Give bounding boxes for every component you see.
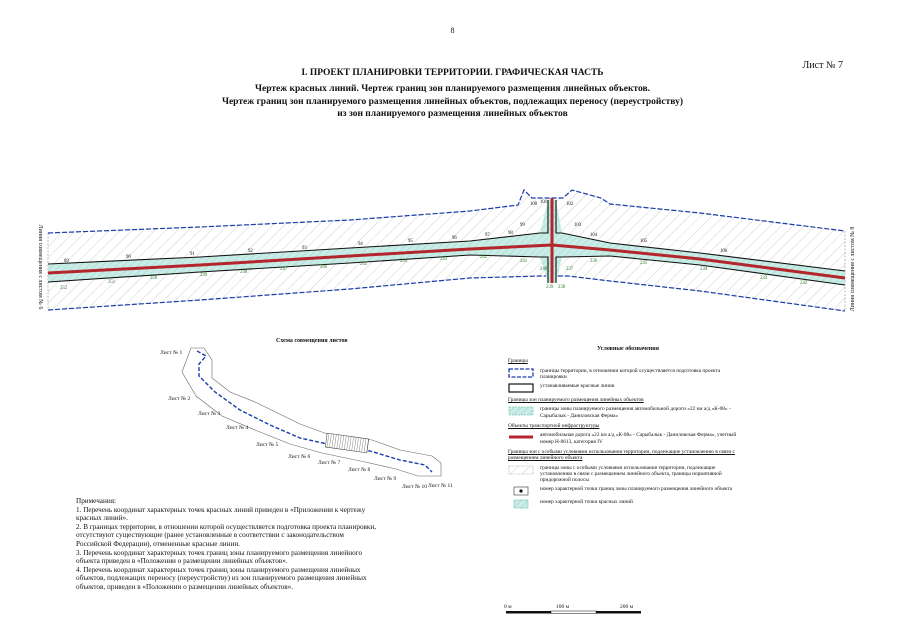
point-label: 235 [640, 261, 648, 266]
scheme-sheet-label: Лист № 2 [168, 396, 191, 402]
legend-title: Условные обозначения [597, 346, 659, 352]
note-item: 1. Перечень координат характерных точек красных линий приведен в «Приложении к чертежу красных линий». [76, 505, 366, 523]
point-label: 237 [566, 267, 574, 272]
scheme-sheet-label: Лист № 5 [256, 442, 279, 448]
point-label: 243 [440, 257, 448, 262]
point-label: 246 [320, 265, 328, 270]
right-edge-label: Линия совмещения с листом № 8 [850, 226, 856, 312]
zone-point-symbol-icon [508, 486, 534, 496]
point-label: 240 [540, 267, 548, 272]
legend [508, 346, 748, 512]
scheme-route [197, 351, 432, 472]
scheme-sheet-label: Лист № 9 [374, 476, 397, 482]
legend-item: границы зоны планируемого размещения автомобильной дороги «22 км а/д «К-08» - Сарыбалык - Даниловская Ферма» [508, 406, 748, 419]
scheme-sheet-label: Лист № 1 [160, 350, 183, 356]
boundary-symbol-icon [508, 368, 534, 378]
legend-item: границы зоны с особыми условиями использования территории, подлежащие установлению в связи с размещением линейного объекта, границы нормативной придорожной полосы [508, 465, 748, 484]
point-label: 98 [508, 231, 513, 236]
legend-item: устанавливаемые красные линии [508, 383, 748, 393]
subtitle-line: из зон планируемого размещения линейных объектов [337, 109, 568, 119]
point-label: 101 [540, 200, 548, 205]
road-symbol-icon [508, 432, 534, 442]
point-label: 104 [590, 233, 598, 238]
scale-bar [506, 611, 641, 614]
subtitle-line: Чертеж границ зон планируемого размещения линейных объектов, подлежащих переносу (переустройству) [221, 96, 683, 107]
point-label: 232 [800, 281, 808, 286]
point-label: 238 [558, 285, 566, 290]
point-label: 102 [566, 202, 574, 207]
point-label: 250 [150, 276, 158, 281]
point-label: 241 [520, 259, 528, 264]
left-edge-label: Линия совмещения с листом № 6 [37, 224, 43, 310]
point-label: 105 [640, 239, 648, 244]
point-label: 247 [280, 267, 288, 272]
scheme-sheet-label: Лист № 10 [402, 484, 428, 490]
scheme-sheet-label: Лист № 7 [318, 460, 341, 466]
notes [76, 497, 378, 592]
scheme-sheet-label: Лист № 3 [198, 411, 221, 417]
point-label: 90 [126, 255, 131, 260]
notes-heading: Примечания: [76, 497, 116, 505]
subtitle-line: Чертеж красных линий. Чертеж границ зон планируемого размещения линейных объектов. [255, 84, 650, 94]
scheme-current-sheet [325, 433, 369, 453]
legend-item: номер характерной точки границ зоны планируемого размещения линейного объекта [508, 486, 748, 496]
point-label: 100 [530, 202, 538, 207]
point-label: 97 [485, 233, 490, 238]
sheet-number: Лист № 7 [802, 60, 843, 71]
point-label: 93 [302, 246, 307, 251]
legend-section-heading: Границы [508, 358, 528, 365]
point-label: 233 [760, 276, 768, 281]
note-item: 3. Перечень координат характерных точек границ зоны планируемого размещения линейного объекта приведен в «Положении о размещении линейных объектов». [76, 548, 363, 566]
sheet-scheme [182, 348, 441, 476]
note-item: 4. Перечень координат характерных точек границ зоны планируемого размещения линейных объектов, подлежащих переносу (переустройству) из зон планируемого размещения линейных объектов, приведен в «Положении о размещении линейных объектов». [76, 565, 367, 591]
point-label: 94 [358, 242, 363, 247]
legend-section-heading: Объекты транспортной инфраструктуры [508, 423, 600, 430]
point-label: 239 [546, 285, 554, 290]
hatch-symbol-icon [508, 465, 534, 475]
scale-label: 100 м [556, 604, 570, 610]
point-label: 96 [452, 236, 457, 241]
point-label: 248 [240, 270, 248, 275]
point-label: 249 [200, 273, 208, 278]
point-label: 234 [700, 267, 708, 272]
redline-symbol-icon [508, 383, 534, 393]
point-label: 242 [480, 255, 488, 260]
scheme-sheet-label: Лист № 8 [348, 467, 371, 473]
point-label: 91 [190, 252, 195, 257]
zone-symbol-icon [508, 406, 534, 416]
legend-item: автомобильная дорога «22 км а/д «К-08» - Сарыбалык - Даниловская Ферма», учетный номер Н-0613, категория IV [508, 432, 748, 445]
scale-label: 0 м [504, 604, 512, 610]
page-title: I. ПРОЕКТ ПЛАНИРОВКИ ТЕРРИТОРИИ. ГРАФИЧЕСКАЯ ЧАСТЬ [301, 68, 604, 78]
scheme-sheet-label: Лист № 11 [428, 483, 453, 489]
point-label: 244 [400, 259, 408, 264]
scheme-sheet-label: Лист № 4 [226, 425, 249, 431]
point-label: 106 [720, 249, 728, 254]
scheme-outline [182, 348, 441, 476]
scheme-sheet-label: Лист № 6 [288, 454, 311, 460]
point-label: 103 [574, 223, 582, 228]
point-label: 236 [590, 259, 598, 264]
point-label: 99 [520, 223, 525, 228]
point-label: 252 [60, 286, 68, 291]
page-number: 8 [450, 26, 455, 35]
legend-section-heading: Границы зон с особыми условиями использования территории, подлежащие установлению в связи с размещением линейного объекта [508, 448, 735, 462]
legend-item: номер характерной точки красных линий [508, 499, 748, 509]
scale-label: 200 м [620, 604, 634, 610]
legend-item: границы территории, в отношении которой осуществляется подготовка проекта планировки [508, 368, 748, 381]
scheme-title: Схема совмещения листов [276, 338, 348, 344]
point-label: 95 [408, 239, 413, 244]
point-label: 89 [64, 259, 69, 264]
point-label: 92 [248, 249, 253, 254]
note-item: 2. В границах территории, в отношении которой осуществляется подготовка проекта планировки, отсутствуют существующие (ранее установленные в соответствии с законодательством Российской Федерации), отмененные красные линии. [76, 522, 377, 548]
red-point-symbol-icon [508, 499, 534, 509]
point-label: 245 [360, 262, 368, 267]
legend-section-heading: Границы зон планируемого размещения линейных объектов [508, 397, 644, 404]
point-label: 251 [108, 280, 116, 285]
